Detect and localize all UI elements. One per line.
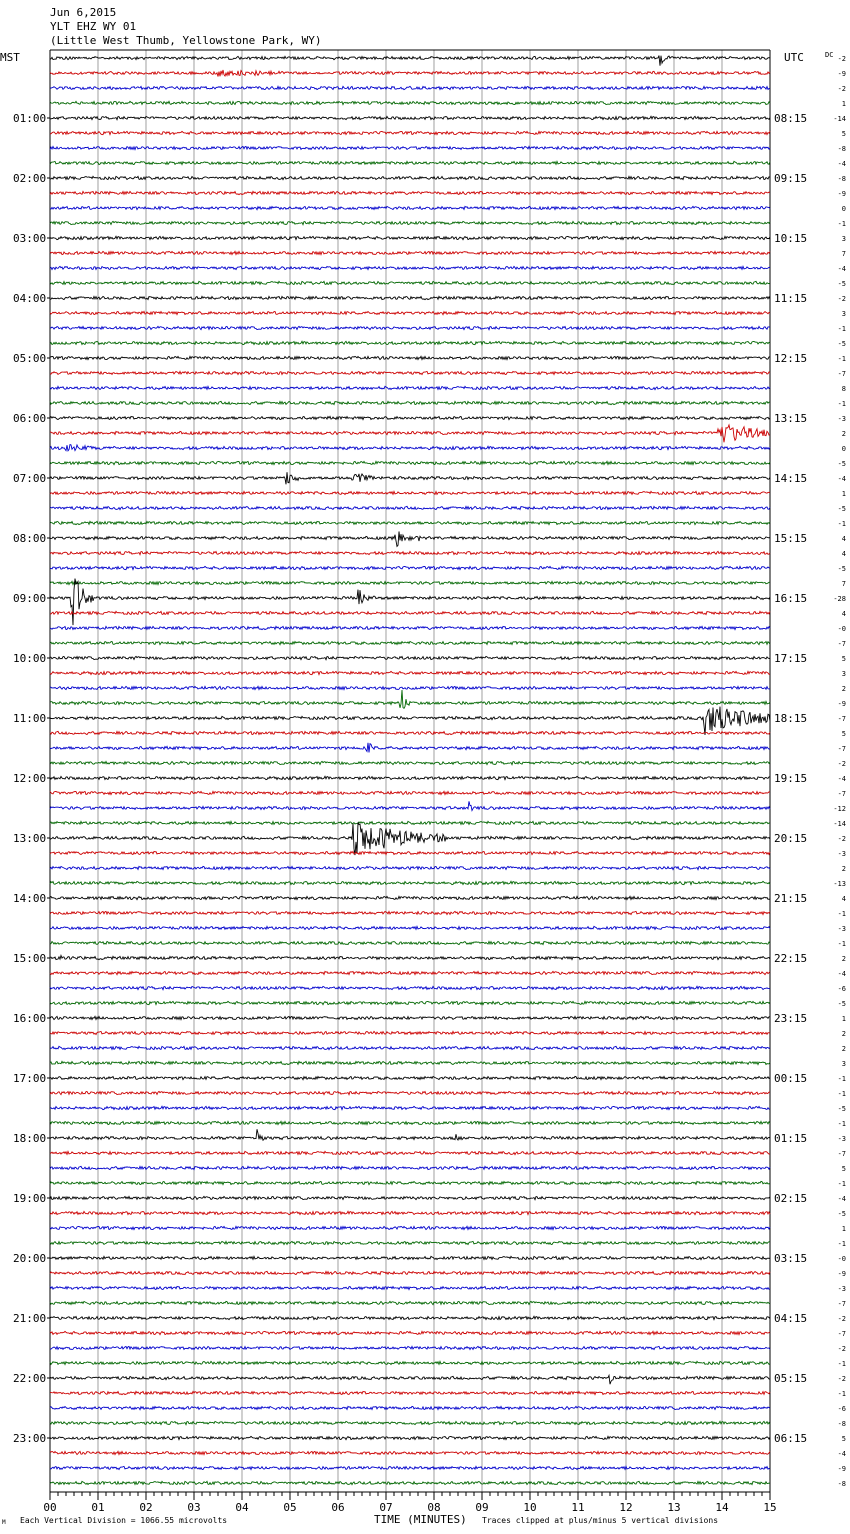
trace-13: [50, 251, 770, 254]
dc-offset-label: 0: [841, 205, 846, 213]
mst-label: 08:00: [13, 532, 47, 545]
trace-87: [50, 1361, 770, 1364]
trace-38: [50, 626, 770, 629]
station-code: YLT EHZ WY 01: [50, 20, 137, 33]
dc-offset-labels: [833, 55, 846, 1488]
dc-offset-label: -0: [837, 1255, 846, 1263]
utc-time-labels: [774, 112, 807, 1445]
dc-offset-label: -3: [837, 925, 846, 933]
dc-offset-label: -2: [837, 55, 846, 63]
dc-offset-label: 4: [841, 550, 846, 558]
dc-offset-label: -1: [837, 940, 846, 948]
utc-label: 08:15: [774, 112, 808, 125]
mst-label: 11:00: [13, 712, 47, 725]
dc-offset-label: -0: [837, 625, 846, 633]
trace-24: [50, 416, 770, 419]
clip-note: Traces clipped at plus/minus 5 vertical divisions: [482, 1516, 719, 1525]
dc-offset-label: 1: [841, 100, 846, 108]
utc-label: 02:15: [774, 1192, 808, 1205]
mst-label: 12:00: [13, 772, 47, 785]
mst-label: 10:00: [13, 652, 47, 665]
trace-23: [50, 401, 770, 404]
x-tick-label: 00: [43, 1501, 57, 1514]
utc-label: 18:15: [774, 712, 808, 725]
trace-37: [50, 611, 770, 614]
dc-offset-label: -5: [837, 1000, 846, 1008]
mst-label: 06:00: [13, 412, 47, 425]
trace-80: [50, 1256, 770, 1259]
dc-offset-label: 2: [841, 1030, 846, 1038]
utc-label: 09:15: [774, 172, 808, 185]
dc-offset-label: -7: [837, 745, 846, 753]
mst-label: 17:00: [13, 1072, 47, 1085]
dc-offset-label: -1: [837, 400, 846, 408]
mst-label: 14:00: [13, 892, 47, 905]
seismic-traces: [50, 56, 770, 1485]
dc-offset-label: -2: [837, 760, 846, 768]
dc-offset-label: -8: [837, 1480, 846, 1488]
trace-63: [50, 1001, 770, 1004]
mst-label: 15:00: [13, 952, 47, 965]
dc-offset-label: -8: [837, 1420, 846, 1428]
dc-offset-label: -1: [837, 1390, 846, 1398]
dc-offset-label: -7: [837, 1150, 846, 1158]
utc-label: 19:15: [774, 772, 808, 785]
dc-offset-label: -1: [837, 1090, 846, 1098]
trace-86: [50, 1346, 770, 1349]
dc-offset-label: -7: [837, 640, 846, 648]
trace-44: [50, 707, 770, 735]
station-location: (Little West Thumb, Yellowstone Park, WY): [50, 34, 322, 47]
mst-label: 19:00: [13, 1192, 47, 1205]
dc-offset-label: 3: [841, 670, 846, 678]
dc-offset-label: -9: [837, 70, 846, 78]
trace-90: [50, 1406, 770, 1409]
dc-offset-label: 7: [841, 580, 846, 588]
dc-offset-label: -4: [837, 1195, 846, 1203]
trace-7: [50, 161, 770, 164]
scale-note: Each Vertical Division = 1066.55 microvolts: [20, 1516, 228, 1525]
trace-64: [50, 1016, 770, 1019]
trace-93: [50, 1451, 770, 1454]
dc-offset-label: -7: [837, 715, 846, 723]
trace-10: [50, 206, 770, 209]
dc-offset-label: -5: [837, 460, 846, 468]
dc-offset-label: -1: [837, 1240, 846, 1248]
dc-offset-label: -1: [837, 355, 846, 363]
x-tick-label: 05: [283, 1501, 297, 1514]
dc-offset-label: -1: [837, 1075, 846, 1083]
trace-2: [50, 86, 770, 89]
trace-27: [50, 461, 770, 464]
utc-label: 12:15: [774, 352, 808, 365]
dc-offset-label: -4: [837, 160, 846, 168]
dc-offset-label: -2: [837, 1375, 846, 1383]
trace-40: [50, 656, 770, 659]
dc-offset-label: -1: [837, 1360, 846, 1368]
corner-mark: M: [2, 1519, 6, 1526]
dc-offset-label: 8: [841, 385, 846, 393]
mst-label: 02:00: [13, 172, 47, 185]
dc-offset-label: -3: [837, 1285, 846, 1293]
trace-18: [50, 326, 770, 329]
dc-offset-label: -9: [837, 700, 846, 708]
trace-48: [50, 776, 770, 779]
dc-offset-label: 0: [841, 445, 846, 453]
trace-79: [50, 1241, 770, 1244]
dc-offset-label: -1: [837, 325, 846, 333]
trace-72: [50, 1129, 770, 1140]
trace-29: [50, 491, 770, 494]
utc-label: 11:15: [774, 292, 808, 305]
utc-label: 20:15: [774, 832, 808, 845]
trace-94: [50, 1466, 770, 1469]
x-tick-label: 09: [475, 1501, 489, 1514]
dc-offset-label: -7: [837, 1300, 846, 1308]
dc-offset-label: 3: [841, 310, 846, 318]
trace-22: [50, 386, 770, 389]
dc-offset-label: -8: [837, 175, 846, 183]
trace-19: [50, 341, 770, 344]
trace-76: [50, 1196, 770, 1199]
x-tick-label: 14: [715, 1501, 729, 1514]
trace-50: [50, 801, 770, 810]
trace-9: [50, 191, 770, 194]
dc-offset-label: -28: [833, 595, 846, 603]
dc-offset-label: 5: [841, 730, 846, 738]
dc-offset-label: -4: [837, 775, 846, 783]
mst-label: 13:00: [13, 832, 47, 845]
x-tick-label: 10: [523, 1501, 537, 1514]
dc-offset-label: -5: [837, 1105, 846, 1113]
dc-offset-label: -2: [837, 835, 846, 843]
mst-label: 21:00: [13, 1312, 47, 1325]
dc-offset-label: 2: [841, 685, 846, 693]
trace-65: [50, 1031, 770, 1034]
trace-16: [50, 296, 770, 299]
x-tick-label: 04: [235, 1501, 249, 1514]
dc-offset-label: -4: [837, 970, 846, 978]
mst-label: 05:00: [13, 352, 47, 365]
plot-date: Jun 6,2015: [50, 6, 117, 19]
trace-30: [50, 506, 770, 509]
trace-35: [50, 581, 770, 584]
dc-offset-label: -4: [837, 475, 846, 483]
dc-offset-label: -1: [837, 220, 846, 228]
dc-offset-label: 2: [841, 430, 846, 438]
utc-label: 14:15: [774, 472, 808, 485]
mst-label: 09:00: [13, 592, 47, 605]
trace-77: [50, 1211, 770, 1214]
dc-offset-label: -3: [837, 1135, 846, 1143]
trace-8: [50, 176, 770, 179]
dc-offset-label: -1: [837, 910, 846, 918]
utc-label: 21:15: [774, 892, 808, 905]
dc-offset-label: -1: [837, 1120, 846, 1128]
dc-offset-label: 4: [841, 895, 846, 903]
dc-offset-label: -14: [833, 115, 846, 123]
trace-17: [50, 311, 770, 314]
trace-34: [50, 566, 770, 569]
minute-grid: [50, 50, 770, 1492]
dc-offset-label: 1: [841, 1225, 846, 1233]
trace-45: [50, 731, 770, 734]
dc-offset-label: -2: [837, 85, 846, 93]
x-tick-label: 01: [91, 1501, 105, 1514]
trace-53: [50, 851, 770, 854]
dc-offset-label: -9: [837, 190, 846, 198]
trace-6: [50, 146, 770, 149]
mst-label: 04:00: [13, 292, 47, 305]
trace-4: [50, 116, 770, 119]
dc-offset-label: -9: [837, 1270, 846, 1278]
dc-offset-label: -1: [837, 520, 846, 528]
dc-offset-label: 3: [841, 1060, 846, 1068]
utc-label: 05:15: [774, 1372, 808, 1385]
trace-47: [50, 761, 770, 764]
x-tick-label: 03: [187, 1501, 201, 1514]
utc-label: 15:15: [774, 532, 808, 545]
trace-51: [50, 821, 770, 824]
utc-label: 01:15: [774, 1132, 808, 1145]
trace-81: [50, 1271, 770, 1274]
dc-offset-header: DC: [825, 51, 834, 59]
dc-offset-label: -8: [837, 145, 846, 153]
dc-offset-label: -7: [837, 370, 846, 378]
x-tick-label: 02: [139, 1501, 153, 1514]
trace-20: [50, 356, 770, 359]
trace-71: [50, 1121, 770, 1124]
trace-78: [50, 1226, 770, 1229]
mst-axis-label: MST: [0, 51, 20, 64]
trace-67: [50, 1061, 770, 1064]
trace-70: [50, 1106, 770, 1109]
trace-68: [50, 1076, 770, 1079]
dc-offset-label: -6: [837, 1405, 846, 1413]
dc-offset-label: -1: [837, 1180, 846, 1188]
dc-offset-label: -2: [837, 1315, 846, 1323]
mst-label: 03:00: [13, 232, 47, 245]
utc-label: 00:15: [774, 1072, 808, 1085]
utc-label: 10:15: [774, 232, 808, 245]
trace-91: [50, 1421, 770, 1424]
trace-0: [50, 56, 770, 66]
mst-label: 07:00: [13, 472, 47, 485]
x-tick-label: 08: [427, 1501, 441, 1514]
x-tick-label: 06: [331, 1501, 345, 1514]
trace-54: [50, 866, 770, 869]
trace-89: [50, 1391, 770, 1394]
trace-58: [50, 926, 770, 929]
trace-41: [50, 671, 770, 674]
dc-offset-label: 1: [841, 490, 846, 498]
dc-offset-label: 2: [841, 1045, 846, 1053]
mst-label: 16:00: [13, 1012, 47, 1025]
trace-43: [50, 690, 770, 708]
trace-73: [50, 1151, 770, 1154]
trace-33: [50, 551, 770, 554]
trace-31: [50, 521, 770, 524]
trace-59: [50, 941, 770, 944]
trace-84: [50, 1316, 770, 1319]
trace-61: [50, 971, 770, 974]
dc-offset-label: -7: [837, 1330, 846, 1338]
x-tick-label: 11: [571, 1501, 585, 1514]
trace-46: [50, 743, 770, 753]
dc-offset-label: -2: [837, 1345, 846, 1353]
trace-21: [50, 371, 770, 374]
x-tick-label: 13: [667, 1501, 681, 1514]
trace-3: [50, 101, 770, 104]
utc-label: 16:15: [774, 592, 808, 605]
x-axis: [43, 1492, 776, 1514]
trace-57: [50, 911, 770, 914]
x-tick-label: 12: [619, 1501, 633, 1514]
trace-15: [50, 281, 770, 284]
x-tick-label: 15: [763, 1501, 777, 1514]
trace-85: [50, 1331, 770, 1334]
dc-offset-label: -5: [837, 565, 846, 573]
trace-83: [50, 1301, 770, 1304]
dc-offset-label: -4: [837, 1450, 846, 1458]
dc-offset-label: -13: [833, 880, 846, 888]
trace-49: [50, 791, 770, 794]
trace-14: [50, 266, 770, 269]
dc-offset-label: -12: [833, 805, 846, 813]
dc-offset-label: -3: [837, 415, 846, 423]
trace-55: [50, 881, 770, 884]
trace-28: [50, 472, 770, 484]
dc-offset-label: -9: [837, 1465, 846, 1473]
trace-60: [50, 956, 770, 960]
utc-label: 06:15: [774, 1432, 808, 1445]
trace-69: [50, 1091, 770, 1094]
utc-label: 22:15: [774, 952, 808, 965]
mst-label: 23:00: [13, 1432, 47, 1445]
utc-axis-label: UTC: [784, 51, 804, 64]
dc-offset-label: 7: [841, 250, 846, 258]
mst-label: 18:00: [13, 1132, 47, 1145]
trace-66: [50, 1046, 770, 1049]
dc-offset-label: 4: [841, 535, 846, 543]
trace-56: [50, 896, 770, 899]
dc-offset-label: 5: [841, 1165, 846, 1173]
utc-label: 13:15: [774, 412, 808, 425]
trace-74: [50, 1166, 770, 1169]
trace-82: [50, 1286, 770, 1289]
mst-label: 01:00: [13, 112, 47, 125]
dc-offset-label: 3: [841, 235, 846, 243]
trace-11: [50, 221, 770, 224]
trace-12: [50, 236, 770, 239]
dc-offset-label: 4: [841, 610, 846, 618]
dc-offset-label: -3: [837, 850, 846, 858]
trace-62: [50, 986, 770, 989]
dc-offset-label: -6: [837, 985, 846, 993]
trace-52: [50, 822, 770, 855]
mst-label: 20:00: [13, 1252, 47, 1265]
dc-offset-label: -4: [837, 265, 846, 273]
dc-offset-label: -5: [837, 280, 846, 288]
dc-offset-label: -7: [837, 790, 846, 798]
trace-75: [50, 1181, 770, 1184]
utc-label: 23:15: [774, 1012, 808, 1025]
mst-time-labels: [13, 112, 50, 1445]
dc-offset-label: -14: [833, 820, 846, 828]
dc-offset-label: 5: [841, 1435, 846, 1443]
utc-label: 04:15: [774, 1312, 808, 1325]
x-axis-title: TIME (MINUTES): [374, 1513, 467, 1526]
trace-26: [50, 445, 770, 451]
utc-label: 03:15: [774, 1252, 808, 1265]
trace-42: [50, 686, 770, 689]
trace-39: [50, 641, 770, 644]
dc-offset-label: 5: [841, 655, 846, 663]
dc-offset-label: 1: [841, 1015, 846, 1023]
mst-label: 22:00: [13, 1372, 47, 1385]
trace-25: [50, 425, 770, 442]
dc-offset-label: -5: [837, 1210, 846, 1218]
dc-offset-label: -5: [837, 505, 846, 513]
dc-offset-label: 2: [841, 955, 846, 963]
dc-offset-label: 5: [841, 130, 846, 138]
trace-92: [50, 1436, 770, 1439]
trace-95: [50, 1481, 770, 1484]
x-tick-label: 07: [379, 1501, 393, 1514]
dc-offset-label: -2: [837, 295, 846, 303]
trace-88: [50, 1375, 770, 1384]
trace-5: [50, 131, 770, 134]
trace-1: [50, 70, 770, 77]
trace-32: [50, 531, 770, 546]
utc-label: 17:15: [774, 652, 808, 665]
dc-offset-label: -5: [837, 340, 846, 348]
dc-offset-label: 2: [841, 865, 846, 873]
